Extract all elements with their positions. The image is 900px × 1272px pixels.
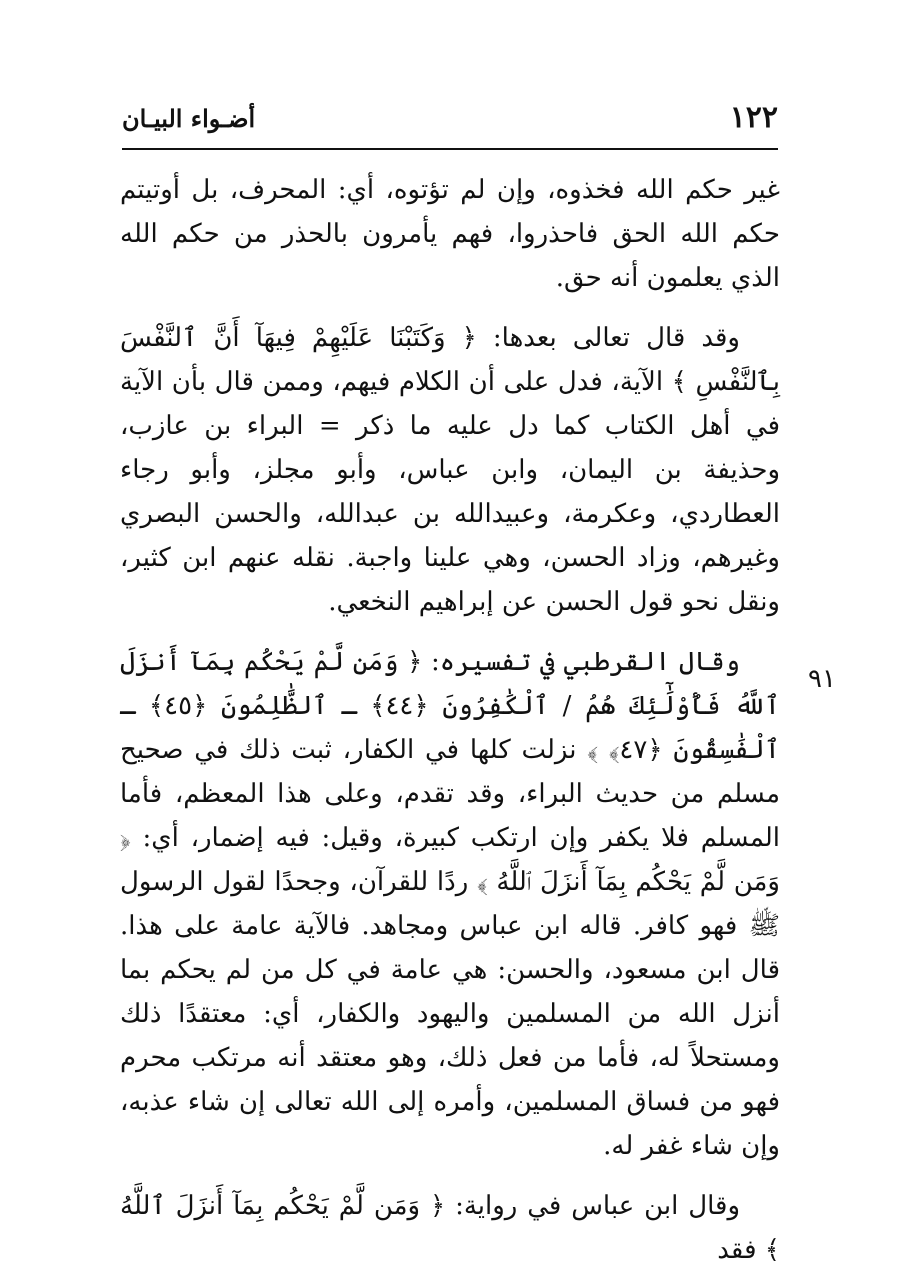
book-title: أضـواء البيـان (122, 104, 256, 133)
header-rule (122, 148, 778, 150)
page-number: ١٢٢ (729, 100, 778, 135)
margin-page-reference: ٩١ (808, 664, 836, 694)
page-body (120, 168, 780, 1272)
page-header (122, 96, 778, 146)
paragraph-2: وقد قال تعالى بعدها: ﴿ وَكَتَبْنَا عَلَيْهِمْ فِيهَآ أَنَّ ٱلنَّفْسَ بِٱلنَّفْسِ ﴾ الآية، فدل على أن الكلام فيهم، وممن قال بأن الآية في أهل الكتاب كما دل عليه ما ذكر = البراء بن عازب، وحذيفة بن اليمان، وابن عباس، وأبو مجلز، وأبو رجاء العطاردي، وعكرمة، وعبيدالله بن عبدالله، والحسن البصري وغيرهم، وزاد الحسن، وهي علينا واجبة. نقله عنهم ابن كثير، ونقل نحو قول الحسن عن إبراهيم النخعي. (120, 323, 780, 617)
paragraph-3: وقال القرطبي في تفسيره: ﴿ وَمَن لَّمْ يَحْكُم بِمَآ أَنزَلَ ٱللَّهُ فَأُوْلَٰٓئِكَ هُمُ / ٱلْكَٰفِرُونَ ﴿٤٤﴾ ـ ٱلظَّٰلِمُونَ ﴿٤٥﴾ ـ ٱلْفَٰسِقُونَ ﴿٤٧﴾ ﴾ نزلت كلها في الكفار، ثبت ذلك في صحيح مسلم من حديث البراء، وقد تقدم، وعلى هذا المعظم، فأما المسلم فلا يكفر وإن ارتكب كبيرة، وقيل: فيه إضمار، أي: ﴿ وَمَن لَّمْ يَحْكُم بِمَآ أَنزَلَ ٱللَّهُ ﴾ ردًا للقرآن، وجحدًا لقول الرسول ﷺ فهو كافر. قاله ابن عباس ومجاهد. فالآية عامة على هذا. قال ابن مسعود، والحسن: هي عامة في كل من لم يحكم بما أنزل الله من المسلمين واليهود والكفار، أي: معتقدًا ذلك ومستحلاً له، فأما من فعل ذلك، وهو معتقد أنه مرتكب محرم فهو من فساق المسلمين، وأمره إلى الله تعالى إن شاء عذبه، وإن شاء غفر له. (120, 647, 780, 1161)
paragraph-1: غير حكم الله فخذوه، وإن لم تؤتوه، أي: المحرف، بل أوتيتم حكم الله الحق فاحذروا، فهم يأمرون بالحذر من حكم الله الذي يعلمون أنه حق. (120, 175, 780, 293)
paragraph-4: وقال ابن عباس في رواية: ﴿ وَمَن لَّمْ يَحْكُم بِمَآ أَنزَلَ ٱللَّهُ ﴾ فقد (120, 1191, 780, 1265)
